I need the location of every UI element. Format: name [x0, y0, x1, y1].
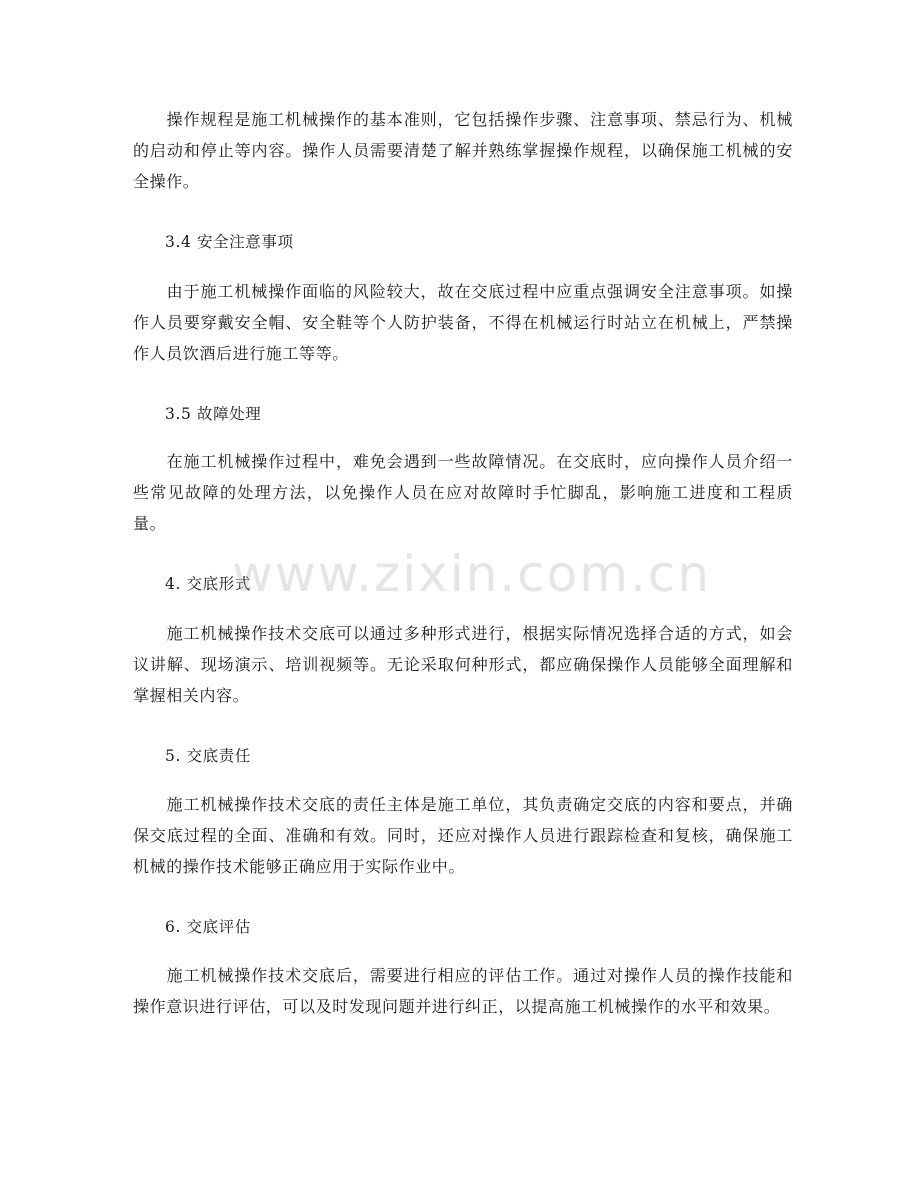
heading-6-evaluation: 6. 交底评估 — [165, 918, 251, 936]
paragraph-operating-rules: 操作规程是施工机械操作的基本准则，它包括操作步骤、注意事项、禁忌行为、机械的启动和停止等内容。操作人员需要清楚了解并熟练掌握操作规程，以确保施工机械的安全操作。 — [133, 110, 793, 191]
paragraph-responsibility: 施工机械操作技术交底的责任主体是施工单位，其负责确定交底的内容和要点，并确保交底过程的全面、准确和有效。同时，还应对操作人员进行跟踪检查和复核，确保施工机械的操作技术能够正确应用于实际作业中。 — [133, 795, 793, 876]
paragraph-evaluation: 施工机械操作技术交底后，需要进行相应的评估工作。通过对操作人员的操作技能和操作意识进行评估，可以及时发现问题并进行纠正，以提高施工机械操作的水平和效果。 — [133, 966, 793, 1016]
heading-5-responsibility: 5. 交底责任 — [165, 747, 251, 765]
paragraph-form: 施工机械操作技术交底可以通过多种形式进行，根据实际情况选择合适的方式，如会议讲解、现场演示、培训视频等。无论采取何种形式，都应确保操作人员能够全面理解和掌握相关内容。 — [133, 624, 793, 705]
heading-4-form: 4. 交底形式 — [165, 575, 251, 593]
heading-3-5-fault: 3.5 故障处理 — [165, 405, 262, 423]
watermark-text: www.zixin.com.cn — [232, 545, 712, 603]
paragraph-fault: 在施工机械操作过程中，难免会遇到一些故障情况。在交底时，应向操作人员介绍一些常见故障的处理方法，以免操作人员在应对故障时手忙脚乱，影响施工进度和工程质量。 — [133, 452, 793, 533]
paragraph-safety: 由于施工机械操作面临的风险较大，故在交底过程中应重点强调安全注意事项。如操作人员要穿戴安全帽、安全鞋等个人防护装备，不得在机械运行时站立在机械上，严禁操作人员饮酒后进行施工等等。 — [133, 282, 793, 363]
heading-3-4-safety: 3.4 安全注意事项 — [165, 233, 294, 251]
